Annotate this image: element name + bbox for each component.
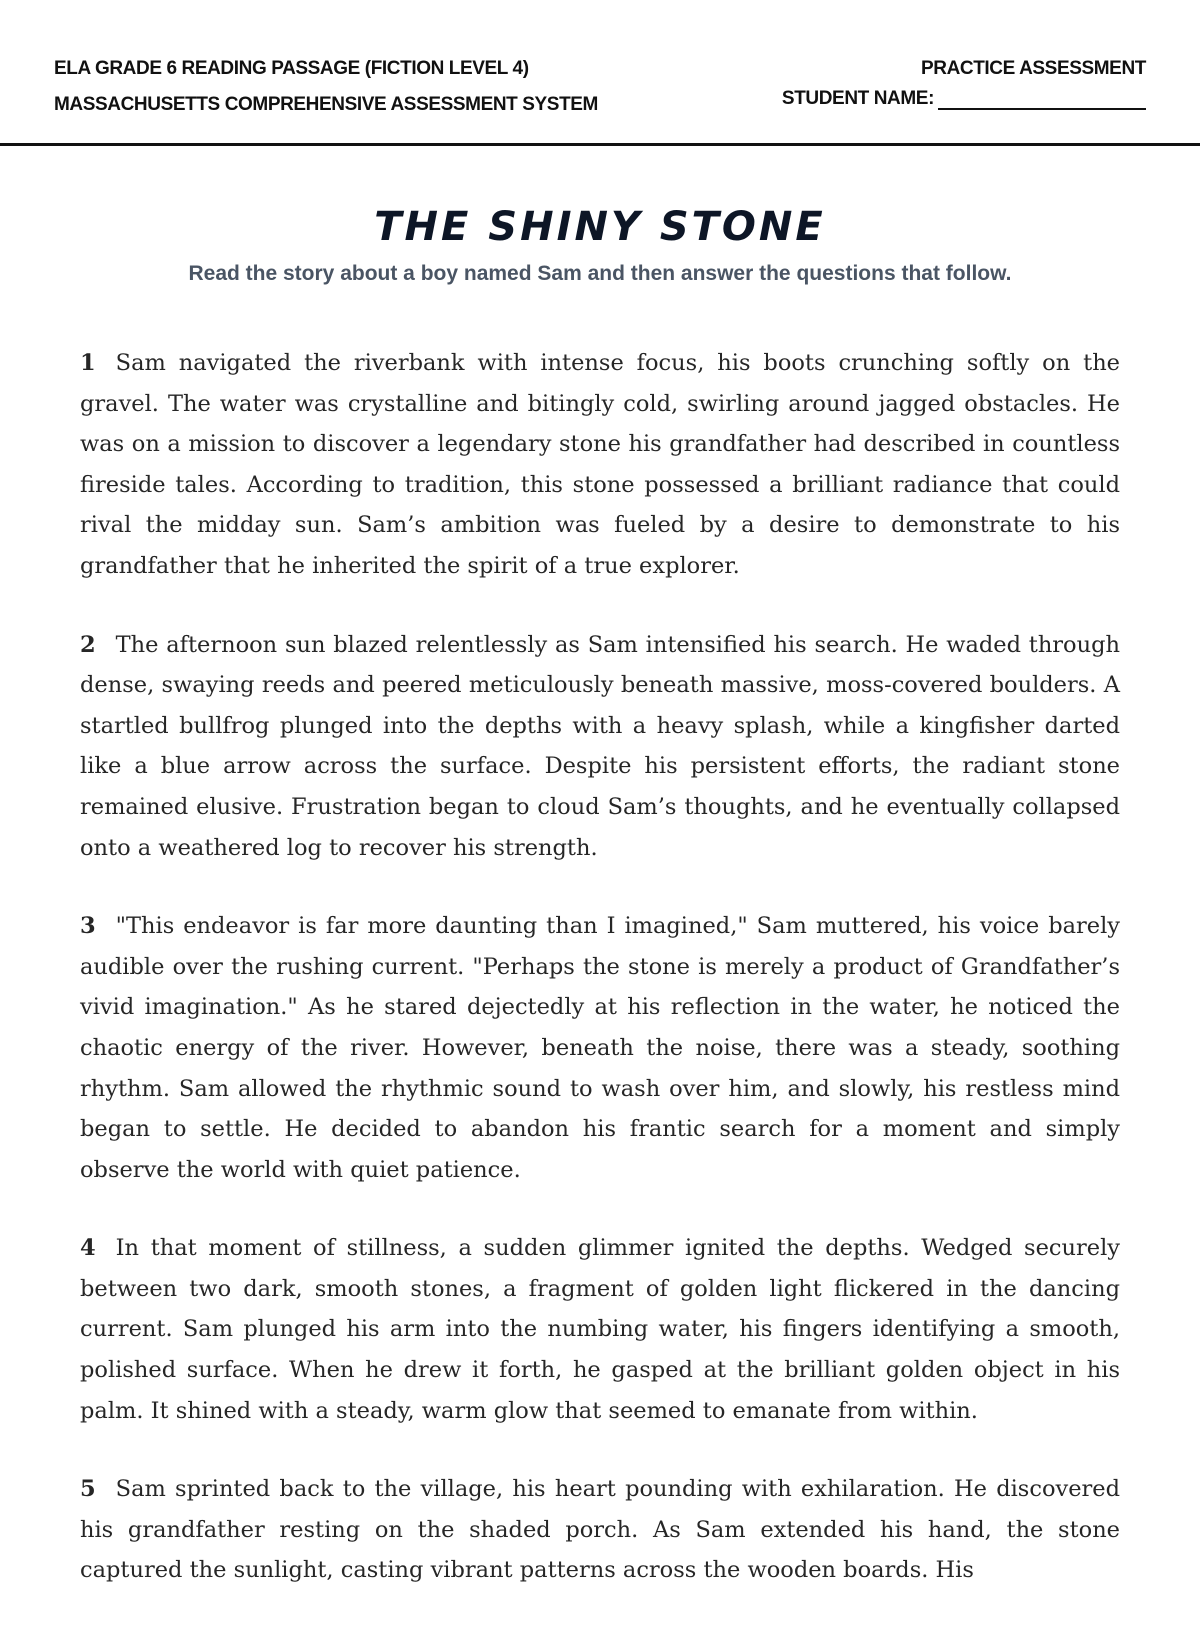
paragraph-number: 4: [80, 1235, 96, 1262]
paragraph-text: Sam navigated the riverbank with intense focus, his boots crunching softly on the gravel. The water was crystalline and bitingly cold, swirling around jagged obstacles. He was on a mission to discover a legendary stone his grandfather had described in countless fireside tales. According to tradition, this stone possessed a brilliant radiance that could rival the midday sun. Sam’s ambition was fueled by a desire to demonstrate to his grandfather that he inherited the spirit of a true explorer.: [80, 350, 1120, 579]
paragraph-number: 2: [80, 631, 96, 658]
student-name-blank[interactable]: [938, 90, 1146, 110]
assessment-header: [0, 0, 1200, 146]
student-name-row: [782, 88, 1146, 110]
practice-assessment-label: PRACTICE ASSESSMENT: [920, 58, 1146, 79]
paragraph-text: Sam sprinted back to the village, his heart pounding with exhilaration. He discovered his grandfather resting on the shaded porch. As Sam extended his hand, the stone captured the sunlight, casting vibrant patterns across the wooden boards. His: [80, 1476, 1120, 1584]
paragraph-1: [80, 343, 1120, 587]
paragraph-3: [80, 906, 1120, 1190]
paragraph-5: [80, 1469, 1120, 1591]
story-title: THE SHINY STONE: [374, 204, 826, 250]
paragraph-text: In that moment of stillness, a sudden glimmer ignited the depths. Wedged securely between two dark, smooth stones, a fragment of golden light flickered in the dancing current. Sam plunged his arm into the numbing water, his fingers identifying a smooth, polished surface. When he drew it forth, he gasped at the brilliant golden object in his palm. It shined with a steady, warm glow that seemed to emanate from within.: [80, 1235, 1120, 1424]
assessment-system-label: MASSACHUSETTS COMPREHENSIVE ASSESSMENT SYSTEM: [54, 94, 598, 115]
grade-level-label: ELA GRADE 6 READING PASSAGE (FICTION LEVEL 4): [54, 58, 529, 79]
paragraph-2: [80, 625, 1120, 869]
paragraph-4: [80, 1228, 1120, 1431]
paragraph-number: 3: [80, 913, 96, 940]
paragraph-text: "This endeavor is far more daunting than I imagined," Sam muttered, his voice barely audible over the rushing current. "Perhaps the stone is merely a product of Grandfather’s vivid imagination." As he stared dejectedly at his reflection in the water, he noticed the chaotic energy of the river. However, beneath the noise, there was a steady, soothing rhythm. Sam allowed the rhythmic sound to wash over him, and slowly, his restless mind began to settle. He decided to abandon his frantic search for a moment and simply observe the world with quiet patience.: [80, 913, 1120, 1183]
paragraph-text: The afternoon sun blazed relentlessly as Sam intensified his search. He waded through dense, swaying reeds and peered meticulously beneath massive, moss-covered boulders. A startled bullfrog plunged into the depths with a heavy splash, while a kingfisher darted like a blue arrow across the surface. Despite his persistent efforts, the radiant stone remained elusive. Frustration began to cloud Sam’s thoughts, and he eventually collapsed onto a weathered log to recover his strength.: [80, 631, 1120, 861]
story-instructions: Read the story about a boy named Sam and then answer the questions that follow.: [188, 262, 1012, 285]
paragraph-number: 1: [80, 350, 96, 376]
student-name-label: STUDENT NAME:: [781, 88, 934, 109]
reading-passage: [80, 343, 1120, 1629]
paragraph-number: 5: [80, 1476, 96, 1503]
